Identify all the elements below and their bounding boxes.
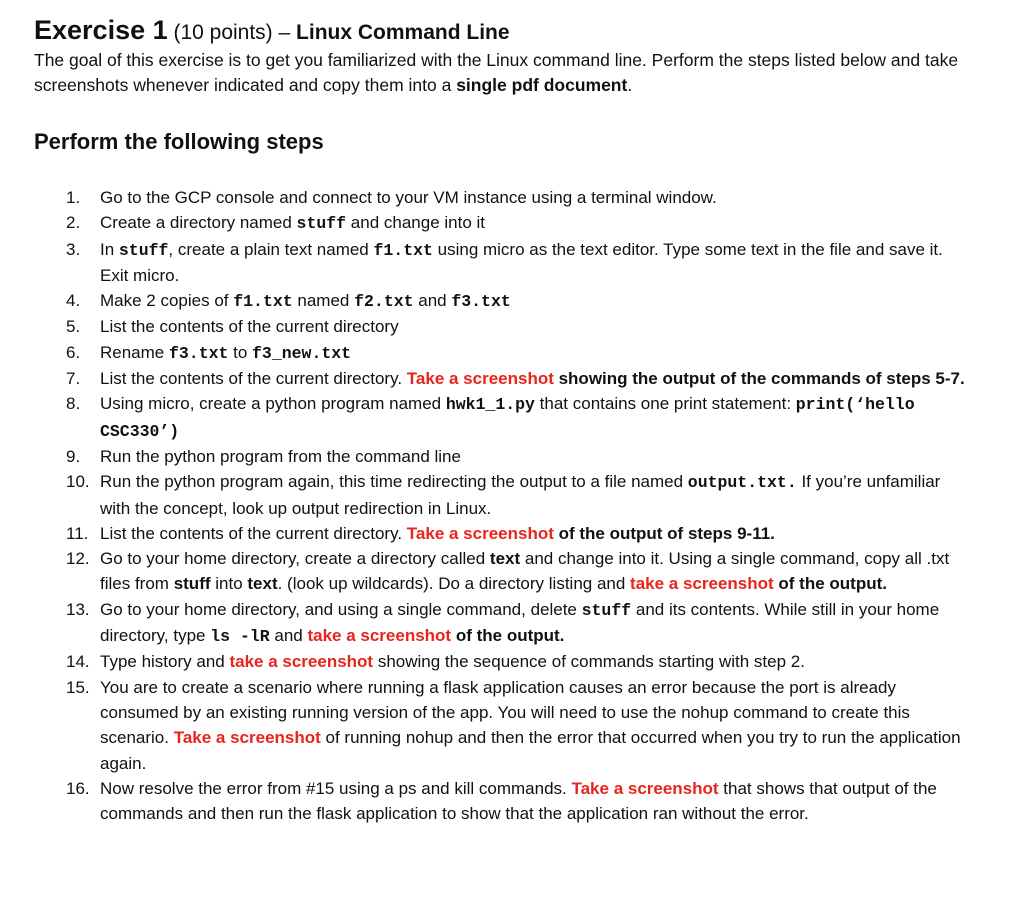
code-f1-txt: f1.txt: [373, 240, 433, 260]
step-text-part: and change into it. Using a single command, copy all .txt files from: [100, 549, 950, 594]
step-6: [66, 340, 966, 366]
step-text: [100, 649, 966, 674]
code-stuff: stuff: [118, 240, 169, 260]
code-output-txt: output.txt.: [687, 473, 797, 493]
step-text-part: that shows that output of the commands and then run the flask application to show that the application ran without the error.: [100, 778, 937, 824]
step-text-part: that contains one print statement:: [534, 394, 796, 414]
step-text-bold: of the output.: [773, 574, 887, 594]
step-text-part: In: [100, 239, 119, 259]
step-10: [66, 469, 966, 521]
step-number: 14.: [66, 652, 90, 672]
step-text-part: of running nohup and then the error that occurred when you try to run the application again.: [100, 728, 961, 773]
step-text-part: to: [228, 342, 253, 362]
code-f3-txt: f3.txt: [451, 292, 511, 312]
step-number: 1.: [66, 188, 81, 207]
code-stuff: stuff: [296, 214, 347, 234]
step-text: [100, 288, 966, 314]
step-text: [100, 469, 966, 521]
step-number: 2.: [66, 213, 81, 233]
step-text-part: named: [292, 291, 355, 311]
screenshot-callout: Take a screenshot: [173, 728, 321, 748]
step-number: 12.: [66, 549, 90, 569]
step-1: [66, 185, 966, 210]
step-text: [100, 237, 966, 289]
step-16: [66, 776, 966, 827]
step-number: 16.: [66, 778, 90, 798]
step-15: [66, 675, 966, 776]
step-text-part: List the contents of the current directory: [100, 317, 399, 337]
intro-end: .: [627, 75, 633, 95]
step-4: [66, 288, 966, 314]
step-number: 4.: [66, 291, 81, 311]
step-text: [100, 391, 966, 444]
bold-stuff-dir: stuff: [173, 574, 211, 594]
screenshot-callout: Take a screenshot: [406, 369, 554, 389]
code-f1-txt: f1.txt: [233, 292, 293, 312]
step-text-part: showing the sequence of commands starting with step 2.: [373, 652, 805, 672]
step-text: [100, 366, 966, 391]
step-number: 15.: [66, 677, 90, 697]
step-7: [66, 366, 966, 391]
step-text: [100, 314, 966, 339]
step-text-part: Now resolve the error from #15 using a ps and kill commands.: [100, 778, 572, 798]
step-text-part: List the contents of the current directory.: [100, 523, 407, 543]
title-dash: –: [278, 21, 297, 44]
step-text-part: and: [413, 291, 452, 311]
step-text-part: Make 2 copies of: [100, 291, 234, 311]
step-text: [100, 185, 966, 210]
step-number: 9.: [66, 446, 81, 466]
bold-text-dir: text: [247, 574, 278, 594]
step-text-part: and: [269, 626, 308, 646]
step-text-part: If you’re unfamiliar with the concept, look up output redirection in Linux.: [100, 472, 941, 518]
step-number: 3.: [66, 239, 81, 259]
step-number: 10.: [66, 472, 90, 492]
step-text: [100, 444, 966, 469]
code-f2-txt: f2.txt: [354, 292, 414, 312]
code-f3-new-txt: f3_new.txt: [252, 343, 352, 363]
step-text: [100, 521, 966, 546]
exercise-title-main: Exercise 1: [34, 15, 168, 45]
exercise-title: [34, 12, 510, 51]
code-stuff: stuff: [581, 600, 632, 620]
step-14: [66, 649, 966, 674]
step-text-part: Type history and: [100, 652, 230, 672]
step-text-part: and change into it: [346, 213, 486, 233]
screenshot-callout: take a screenshot: [229, 652, 374, 672]
step-text: [100, 546, 966, 597]
step-text-part: Go to your home directory, and using a single command, delete: [100, 599, 582, 619]
step-number: 6.: [66, 342, 81, 362]
step-2: [66, 210, 966, 236]
intro-text: The goal of this exercise is to get you familiarized with the Linux command line. Perform the steps listed below and take screenshots whenever indicated and copy them into a: [34, 50, 959, 95]
step-number: 13.: [66, 599, 90, 619]
step-text: [100, 340, 966, 366]
step-3: [66, 237, 966, 289]
step-text: [100, 210, 966, 236]
step-text-part: Run the python program again, this time redirecting the output to a file named: [100, 472, 688, 492]
screenshot-callout: take a screenshot: [307, 626, 452, 646]
step-text-part: into: [210, 574, 248, 594]
step-13: [66, 597, 966, 650]
step-number: 5.: [66, 317, 81, 337]
step-text-bold: of the output.: [451, 626, 565, 646]
step-text-part: List the contents of the current directory.: [100, 369, 407, 389]
step-text-part: and its contents. While still in your home directory, type: [100, 599, 940, 646]
code-hwk1-py: hwk1_1.py: [445, 395, 535, 415]
step-9: [66, 444, 966, 469]
step-text-bold: showing the output of the commands of steps 5-7.: [553, 369, 965, 389]
step-text-part: Using micro, create a python program named: [100, 394, 446, 414]
screenshot-callout: take a screenshot: [630, 574, 774, 594]
section-heading: Perform the following steps: [34, 129, 324, 154]
intro-paragraph: [34, 48, 994, 98]
step-text-part: . (look up wildcards). Do a directory listing and: [277, 574, 631, 594]
step-8: [66, 391, 966, 444]
step-number: 8.: [66, 394, 81, 414]
exercise-subtitle: Linux Command Line: [296, 21, 510, 44]
step-12: [66, 546, 966, 597]
step-11: [66, 521, 966, 546]
step-text-bold: of the output of steps 9-11.: [553, 523, 775, 543]
step-text-part: Go to the GCP console and connect to your VM instance using a terminal window.: [100, 188, 717, 207]
exercise-points: (10 points): [167, 21, 279, 44]
screenshot-callout: Take a screenshot: [406, 523, 554, 543]
step-text-part: , create a plain text named: [168, 239, 374, 259]
step-text-part: You are to create a scenario where running a flask application causes an error because the port is already consumed by an existing running version of the app. You will need to use the nohup command to create this scenario.: [100, 677, 910, 748]
step-text: [100, 776, 966, 827]
step-text-part: using micro as the text editor. Type some text in the file and save it. Exit micro.: [100, 239, 943, 285]
screenshot-callout: Take a screenshot: [571, 778, 719, 798]
step-text-part: Go to your home directory, create a directory called: [100, 549, 490, 569]
step-5: [66, 314, 966, 339]
step-text-part: Run the python program from the command line: [100, 446, 461, 466]
step-number: 11.: [66, 523, 89, 543]
step-text: [100, 675, 966, 776]
step-number: 7.: [66, 369, 81, 389]
code-f3-txt: f3.txt: [168, 343, 229, 363]
code-ls-lr: ls -lR: [210, 627, 270, 647]
step-text-part: Create a directory named: [100, 213, 297, 233]
step-text-part: Rename: [100, 342, 169, 362]
step-text: [100, 597, 966, 650]
code-print-statement: print(‘hello CSC330’): [100, 395, 915, 441]
steps-list: [66, 185, 966, 826]
bold-text-dir: text: [489, 549, 521, 569]
intro-bold: single pdf document: [456, 75, 628, 95]
